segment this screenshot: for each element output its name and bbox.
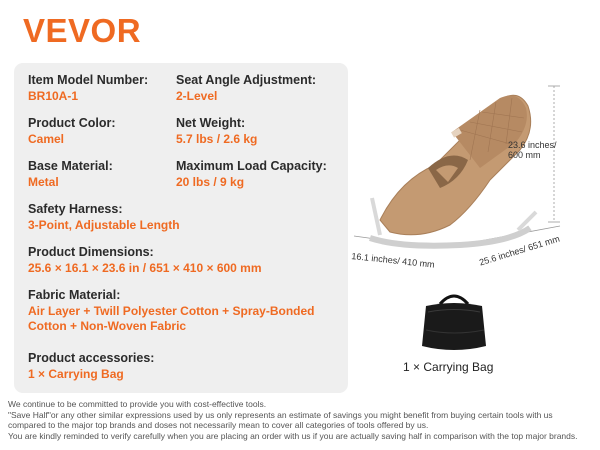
spec-base-material	[28, 159, 113, 190]
spec-value: 3-Point, Adjustable Length	[28, 218, 180, 232]
spec-value: 25.6 × 16.1 × 23.6 in / 651 × 410 × 600 mm	[28, 261, 262, 275]
spec-label: Product Color:	[28, 116, 116, 130]
spec-label: Net Weight:	[176, 116, 246, 130]
carrying-bag-image	[418, 290, 490, 356]
spec-label: Maximum Load Capacity:	[176, 159, 327, 173]
spec-value: BR10A-1	[28, 89, 79, 103]
spec-value: Metal	[28, 175, 59, 189]
spec-value: 2-Level	[176, 89, 218, 103]
spec-label: Item Model Number:	[28, 73, 149, 87]
disclaimer-line: We continue to be committed to provide you with cost-effective tools.	[8, 399, 267, 409]
bag-caption: 1 × Carrying Bag	[403, 360, 494, 374]
spec-label: Product Dimensions:	[28, 245, 154, 259]
spec-fabric	[28, 288, 315, 334]
spec-value: 1 × Carrying Bag	[28, 367, 124, 381]
spec-value: Camel	[28, 132, 65, 146]
disclaimer-line: "Save Half"or any other similar expressions used by us only represents an estimate of savings you might benefit from buying certain tools with us	[8, 409, 553, 420]
spec-label: Base Material:	[28, 159, 113, 173]
spec-value: 20 lbs / 9 kg	[176, 175, 245, 189]
spec-dimensions	[28, 245, 262, 276]
spec-value: 5.7 lbs / 2.6 kg	[176, 132, 258, 146]
spec-safety-harness	[28, 202, 180, 233]
baby-bouncer-image	[340, 70, 590, 280]
spec-label: Product accessories:	[28, 351, 155, 365]
spec-label: Fabric Material:	[28, 288, 121, 302]
spec-label: Safety Harness:	[28, 202, 123, 216]
width-dimension-label: 16.1 inches/ 410 mm	[350, 251, 436, 270]
depth-dimension-label: 25.6 inches/ 651 mm	[478, 233, 561, 268]
disclaimer	[8, 399, 598, 441]
spec-seat-angle	[176, 73, 316, 104]
spec-panel	[14, 63, 348, 393]
spec-value: Air Layer + Twill Polyester Cotton + Spray-Bonded Cotton + Non-Woven Fabric	[28, 304, 315, 333]
disclaimer-line: compared to the major top brands and doses not necessarily mean to cover all categories of tools offered by us.	[8, 420, 429, 431]
spec-model	[28, 73, 148, 104]
spec-max-load	[176, 159, 327, 190]
height-dimension-label: 23.6 inches/ 600 mm	[508, 140, 557, 160]
spec-color	[28, 116, 116, 147]
spec-label: Seat Angle Adjustment:	[176, 73, 317, 87]
disclaimer-line: You are kindly reminded to verify carefully when you are placing an order with us if you are actually saving half in comparison with the top major brands.	[8, 430, 578, 441]
spec-net-weight	[176, 116, 257, 147]
brand-logo: VEVOR	[23, 12, 142, 49]
spec-accessories	[28, 351, 154, 382]
